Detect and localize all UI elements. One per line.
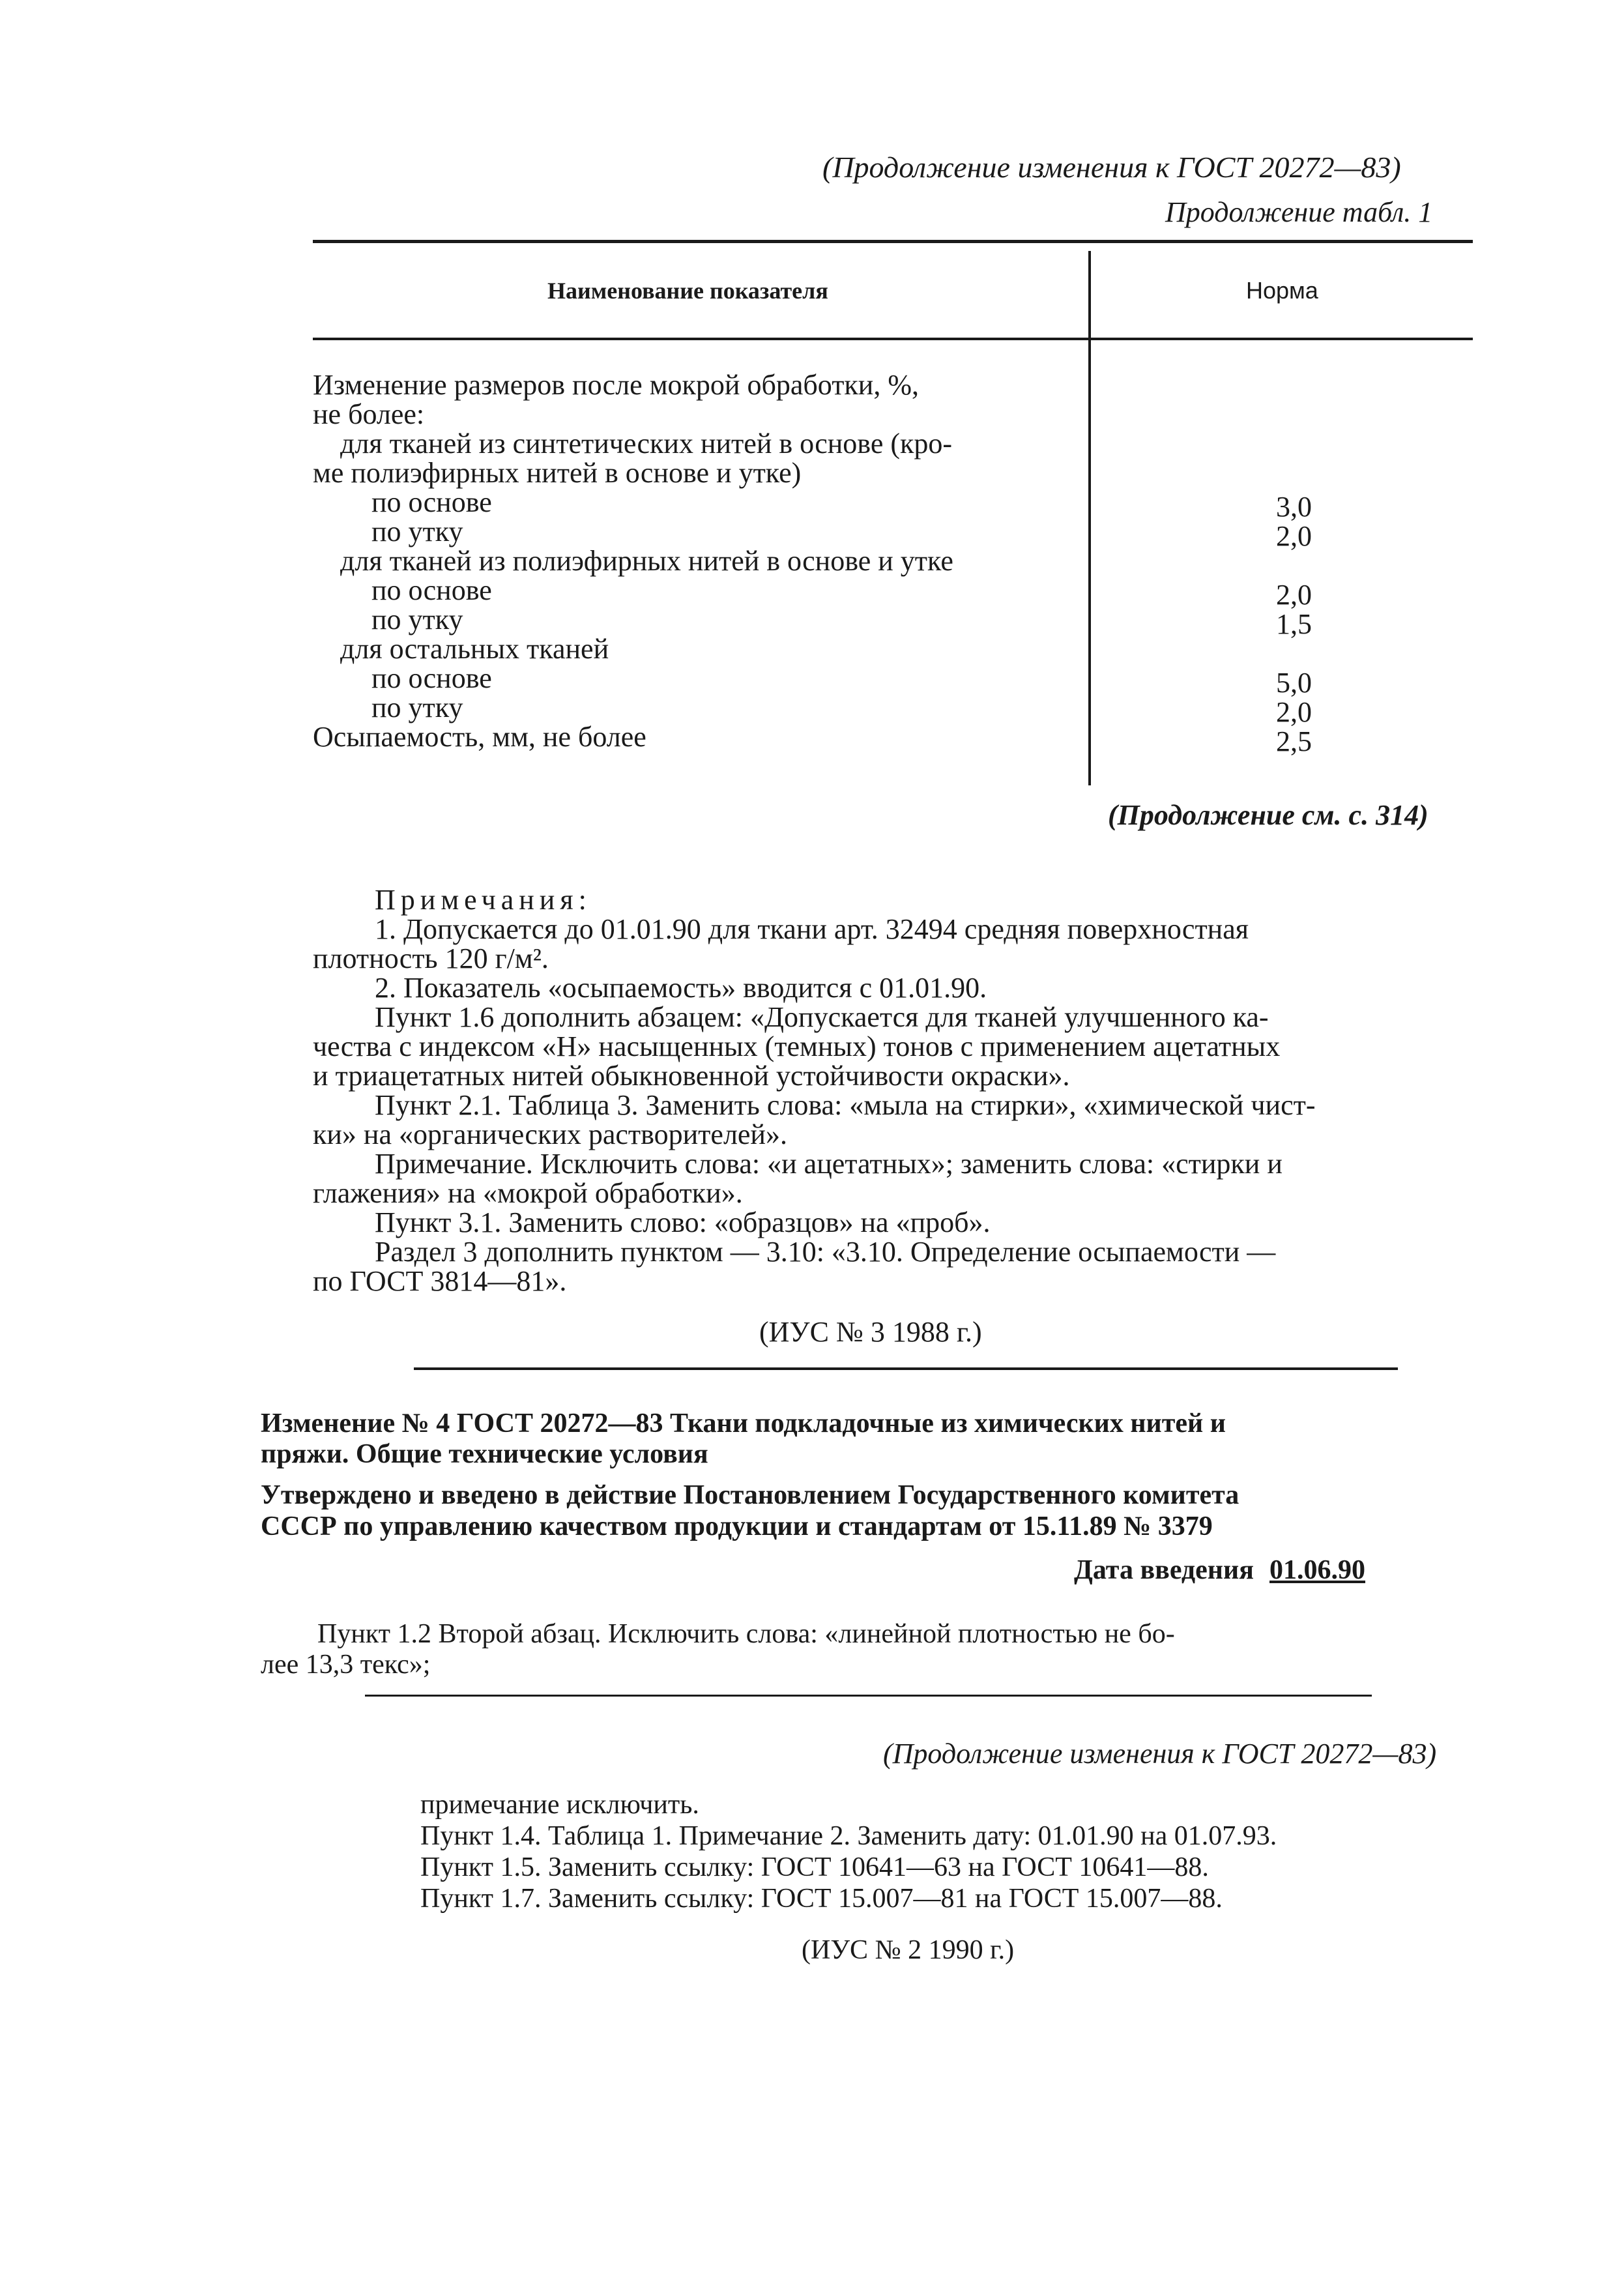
continuation-note: (Продолжение см. с. 314) <box>1108 799 1428 831</box>
table-row-label: для тканей из синтетических нитей в основе (кро- <box>340 428 953 460</box>
note-line: плотность 120 г/м². <box>313 942 549 974</box>
body-text: примечание исключить. <box>420 1790 699 1820</box>
notes-title: Примечания: <box>375 884 592 916</box>
change-title: Изменение № 4 ГОСТ 20272—83 Ткани подкладочные из химических нитей и <box>261 1408 1226 1438</box>
body-text: Пункт 1.5. Заменить ссылку: ГОСТ 10641—63 на ГОСТ 10641—88. <box>420 1852 1209 1882</box>
note-line: и триацетатных нитей обыкновенной устойчивости окраски». <box>313 1060 1070 1092</box>
ius-reference: (ИУС № 3 1988 г.) <box>759 1316 982 1348</box>
page-header: (Продолжение изменения к ГОСТ 20272—83) <box>883 1738 1437 1770</box>
note-line: по ГОСТ 3814—81». <box>313 1265 567 1297</box>
table-row-label: для остальных тканей <box>340 633 609 665</box>
table-row-label: по утку <box>371 516 463 547</box>
table-row-value: 2,0 <box>1276 579 1312 611</box>
date-value: 01.06.90 <box>1269 1555 1365 1585</box>
table-caption: Продолжение табл. 1 <box>1165 196 1433 228</box>
table-row-value: 3,0 <box>1276 491 1312 523</box>
table-row-label: по основе <box>371 486 492 518</box>
ius-reference: (ИУС № 2 1990 г.) <box>802 1935 1015 1965</box>
body-text: лее 13,3 текс»; <box>261 1650 431 1680</box>
date-label: Дата введения <box>1074 1555 1254 1585</box>
table-row-value: 1,5 <box>1276 608 1312 640</box>
table-header-rule <box>313 338 1473 340</box>
page-bottom-rule <box>365 1695 1372 1697</box>
page-header: (Продолжение изменения к ГОСТ 20272—83) <box>822 151 1401 184</box>
note-line: 1. Допускается до 01.01.90 для ткани арт. 32494 средняя поверхностная <box>375 913 1249 945</box>
table-row-label: по основе <box>371 662 492 694</box>
note-line: глажения» на «мокрой обработки». <box>313 1177 743 1209</box>
table-row-label: по основе <box>371 574 492 606</box>
body-text: Пункт 1.7. Заменить ссылку: ГОСТ 15.007—81 на ГОСТ 15.007—88. <box>420 1884 1223 1914</box>
approval-text: Утверждено и введено в действие Постановлением Государственного комитета <box>261 1480 1240 1510</box>
note-line: Примечание. Исключить слова: «и ацетатных»; заменить слова: «стирки и <box>375 1148 1283 1180</box>
table-column-divider <box>1088 251 1091 785</box>
body-text: Пункт 1.2 Второй абзац. Исключить слова: «линейной плотностью не бо- <box>317 1619 1175 1649</box>
table-row-label: для тканей из полиэфирных нитей в основе и утке <box>340 545 953 577</box>
note-line: Пункт 3.1. Заменить слово: «образцов» на «проб». <box>375 1206 991 1238</box>
approval-text: СССР по управлению качеством продукции и стандартам от 15.11.89 № 3379 <box>261 1511 1213 1541</box>
table-top-rule <box>313 240 1473 243</box>
change-title: пряжи. Общие технические условия <box>261 1439 708 1469</box>
section-separator <box>414 1367 1398 1370</box>
table-row-label: ме полиэфирных нитей в основе и утке) <box>313 457 802 489</box>
table-row-value: 5,0 <box>1276 667 1312 699</box>
table-col1-header: Наименование показателя <box>547 278 828 304</box>
table-row-label: по утку <box>371 692 463 723</box>
table-row-value: 2,5 <box>1276 725 1312 757</box>
table-row-label: Осыпаемость, мм, не более <box>313 721 646 753</box>
note-line: ки» на «органических растворителей». <box>313 1118 787 1150</box>
table-row-label: не более: <box>313 398 425 430</box>
note-line: Пункт 1.6 дополнить абзацем: «Допускается для тканей улучшенного ка- <box>375 1001 1269 1033</box>
note-line: Раздел 3 дополнить пунктом — 3.10: «3.10. Определение осыпаемости — <box>375 1236 1276 1268</box>
table-row-value: 2,0 <box>1276 696 1312 728</box>
table-col2-header: Норма <box>1246 277 1318 304</box>
body-text: Пункт 1.4. Таблица 1. Примечание 2. Заменить дату: 01.01.90 на 01.07.93. <box>420 1821 1277 1851</box>
table-row-value: 2,0 <box>1276 520 1312 552</box>
note-line: Пункт 2.1. Таблица 3. Заменить слова: «мыла на стирки», «химической чист- <box>375 1089 1316 1121</box>
table-row-label: Изменение размеров после мокрой обработки, %, <box>313 369 919 401</box>
note-line: чества с индексом «Н» насыщенных (темных) тонов с применением ацетатных <box>313 1030 1281 1062</box>
note-line: 2. Показатель «осыпаемость» вводится с 01.01.90. <box>375 972 987 1004</box>
table-row-label: по утку <box>371 604 463 635</box>
